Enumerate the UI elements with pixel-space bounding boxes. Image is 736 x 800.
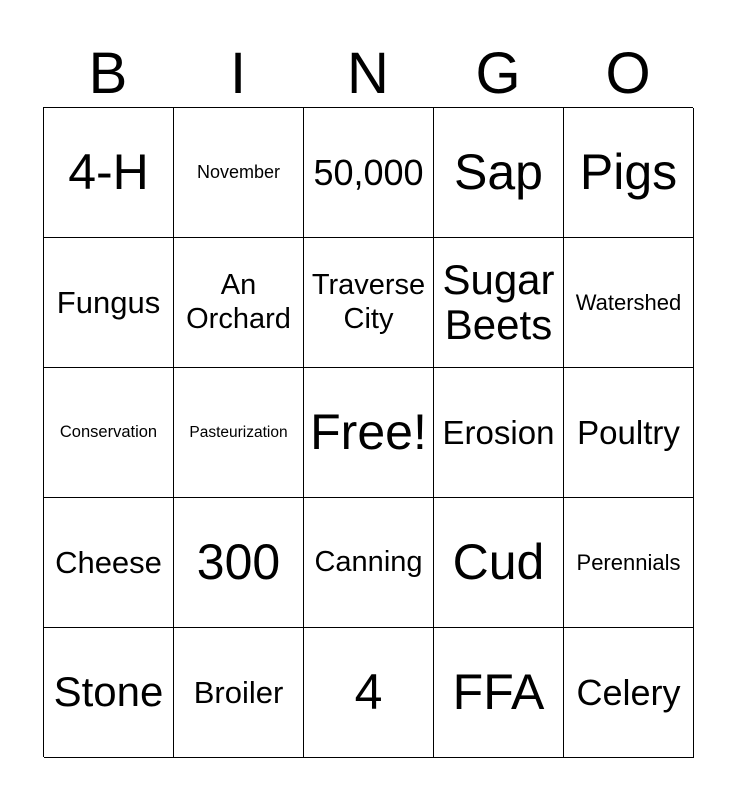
- bingo-cell[interactable]: Watershed: [564, 238, 694, 368]
- bingo-cell[interactable]: Broiler: [174, 628, 304, 758]
- bingo-cell[interactable]: 4-H: [44, 108, 174, 238]
- header-letter-g: G: [475, 41, 521, 106]
- header-letter-o: O: [605, 41, 651, 106]
- bingo-cell[interactable]: Conservation: [44, 368, 174, 498]
- free-space-cell[interactable]: Free!: [304, 368, 434, 498]
- header-letter-i: I: [229, 41, 247, 106]
- bingo-cell[interactable]: 50,000: [304, 108, 434, 238]
- bingo-cell[interactable]: Stone: [44, 628, 174, 758]
- bingo-cell[interactable]: Fungus: [44, 238, 174, 368]
- bingo-cell[interactable]: Pigs: [564, 108, 694, 238]
- bingo-cell[interactable]: Sugar Beets: [434, 238, 564, 368]
- bingo-cell[interactable]: 4: [304, 628, 434, 758]
- bingo-header: [43, 40, 693, 108]
- bingo-cell[interactable]: Celery: [564, 628, 694, 758]
- bingo-cell[interactable]: Cheese: [44, 498, 174, 628]
- bingo-cell[interactable]: Canning: [304, 498, 434, 628]
- bingo-cell[interactable]: Erosion: [434, 368, 564, 498]
- bingo-cell[interactable]: November: [174, 108, 304, 238]
- bingo-cell[interactable]: An Orchard: [174, 238, 304, 368]
- header-letter-b: B: [88, 41, 128, 106]
- bingo-board: [43, 107, 693, 757]
- header-letter-n: N: [347, 41, 389, 106]
- bingo-cell[interactable]: FFA: [434, 628, 564, 758]
- bingo-cell[interactable]: 300: [174, 498, 304, 628]
- bingo-cell[interactable]: Pasteurization: [174, 368, 304, 498]
- bingo-cell[interactable]: Traverse City: [304, 238, 434, 368]
- bingo-cell[interactable]: Perennials: [564, 498, 694, 628]
- bingo-cell[interactable]: Cud: [434, 498, 564, 628]
- bingo-cell[interactable]: Sap: [434, 108, 564, 238]
- bingo-cell[interactable]: Poultry: [564, 368, 694, 498]
